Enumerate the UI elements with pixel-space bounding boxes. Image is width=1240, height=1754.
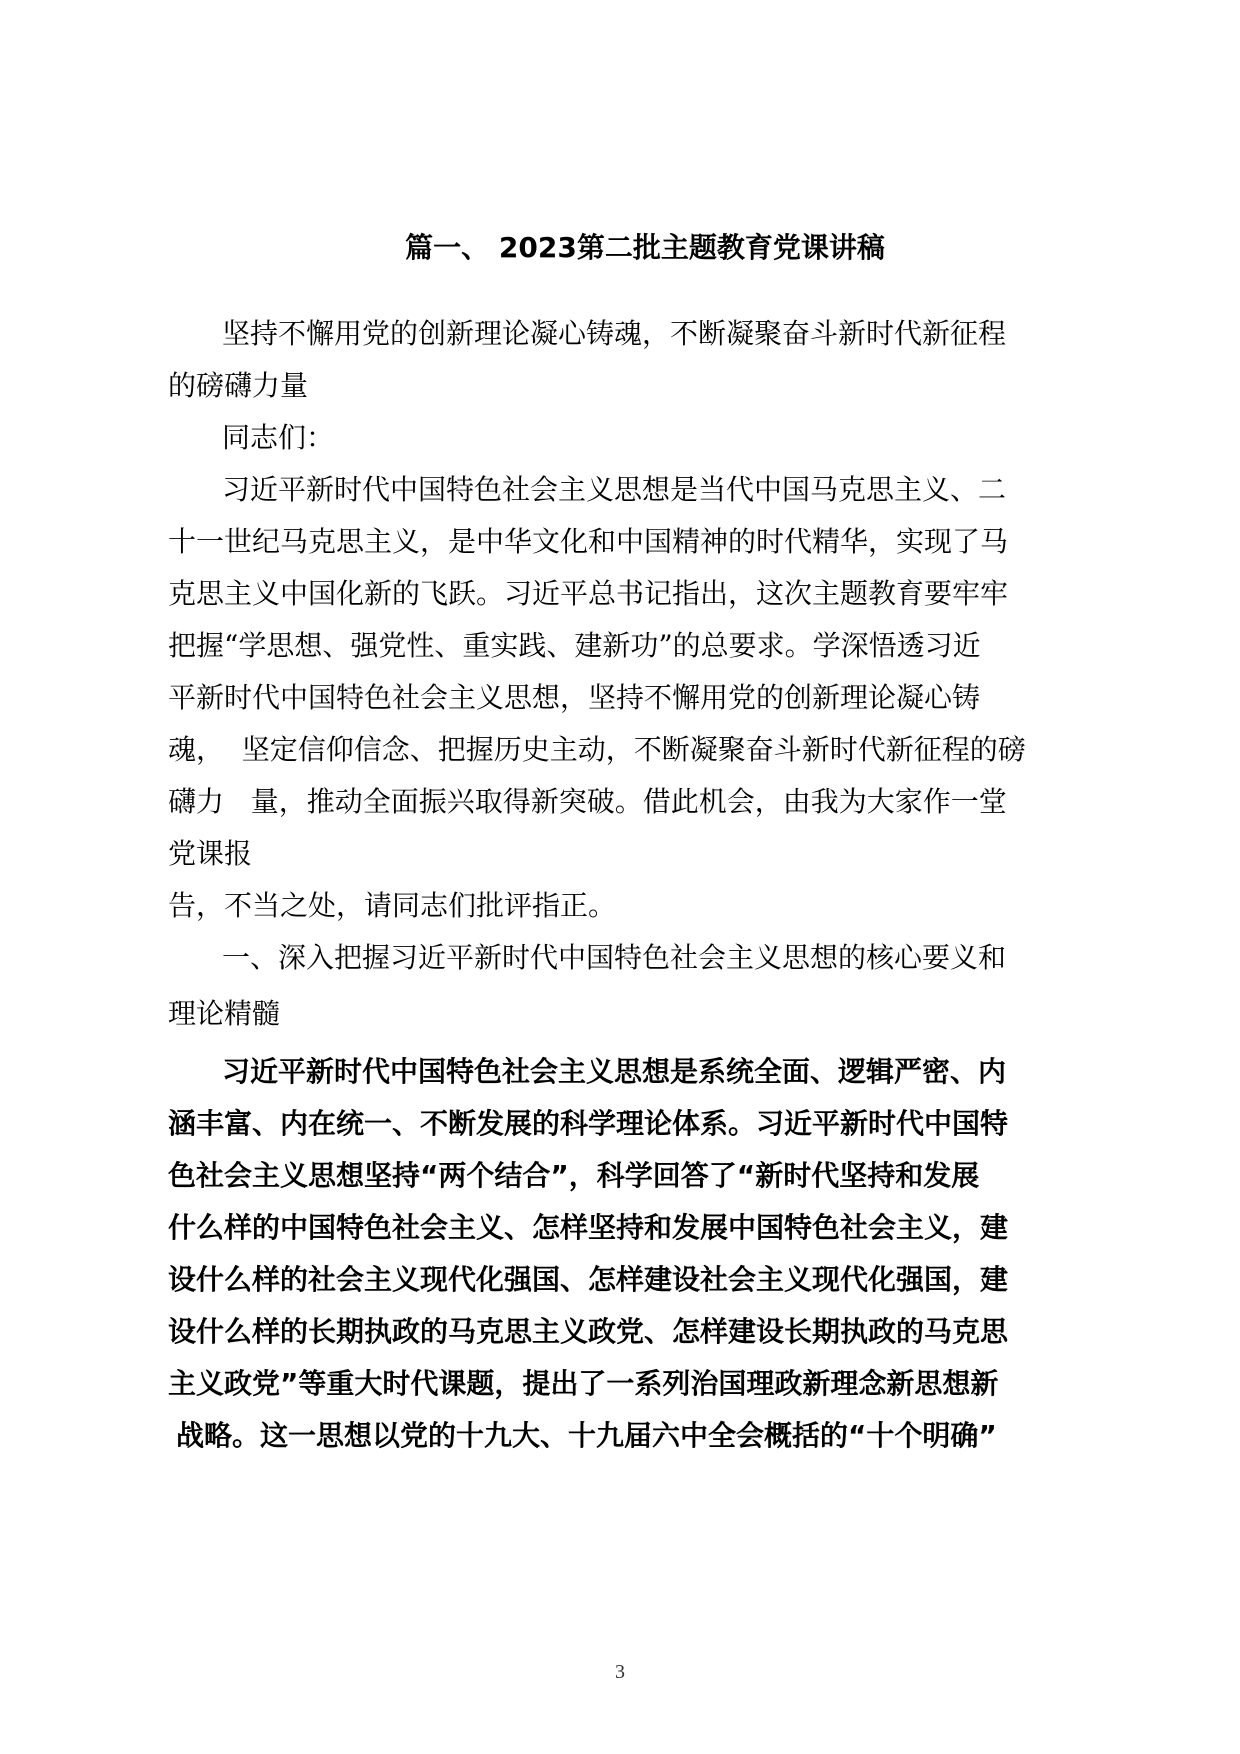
paragraph-line: 十一世纪马克思主义，是中华文化和中国精神的时代精华，实现了马 (168, 525, 1009, 558)
paragraph-line: 克思主义中国化新的飞跃。习近平总书记指出，这次主题教育要牢牢 (168, 577, 1009, 610)
bold-paragraph-line: 设什么样的长期执政的马克思主义政党、怎样建设长期执政的马克思 (168, 1315, 1009, 1348)
section-heading-line-2: 理论精髓 (168, 997, 281, 1030)
bold-paragraph-line: 战略。这一思想以党的十九大、十九届六中全会概括的“十个明确” (176, 1419, 997, 1452)
paragraph-line: 习近平新时代中国特色社会主义思想是当代中国马克思主义、二 (222, 473, 1007, 506)
section-heading-line-1: 一、深入把握习近平新时代中国特色社会主义思想的核心要义和 (222, 941, 1007, 974)
bold-paragraph-line: 习近平新时代中国特色社会主义思想是系统全面、逻辑严密、内 (222, 1055, 1007, 1088)
bold-paragraph-line: 涵丰富、内在统一、不断发展的科学理论体系。习近平新时代中国特 (168, 1107, 1009, 1140)
salutation: 同志们： (222, 421, 335, 454)
subtitle-line-1: 坚持不懈用党的创新理论凝心铸魂，不断凝聚奋斗新时代新征程 (222, 317, 1007, 350)
paragraph-line: 平新时代中国特色社会主义思想，坚持不懈用党的创新理论凝心铸 (168, 681, 981, 714)
bold-paragraph-line: 主义政党”等重大时代课题，提出了一系列治国理政新理念新思想新 (168, 1367, 999, 1400)
bold-paragraph-line: 色社会主义思想坚持“两个结合”，科学回答了“新时代坚持和发展 (168, 1159, 980, 1192)
bold-paragraph-line: 什么样的中国特色社会主义、怎样坚持和发展中国特色社会主义，建 (168, 1211, 1009, 1244)
paragraph-line: 礴力 量，推动全面振兴取得新突破。借此机会，由我为大家作一堂 (168, 785, 1007, 818)
document-title: 篇一、 2023第二批主题教育党课讲稿 (405, 231, 885, 264)
page-number: 3 (615, 1661, 625, 1683)
paragraph-line: 魂， 坚定信仰信念、把握历史主动，不断凝聚奋斗新时代新征程的磅 (168, 733, 1026, 766)
paragraph-line: 告，不当之处，请同志们批评指正。 (168, 889, 617, 922)
bold-paragraph-line: 设什么样的社会主义现代化强国、怎样建设社会主义现代化强国，建 (168, 1263, 1009, 1296)
subtitle-line-2: 的磅礴力量 (168, 369, 309, 402)
paragraph-line: 党课报 (168, 837, 253, 870)
paragraph-line: 把握“学思想、强党性、重实践、建新功”的总要求。学深悟透习近 (168, 629, 981, 662)
